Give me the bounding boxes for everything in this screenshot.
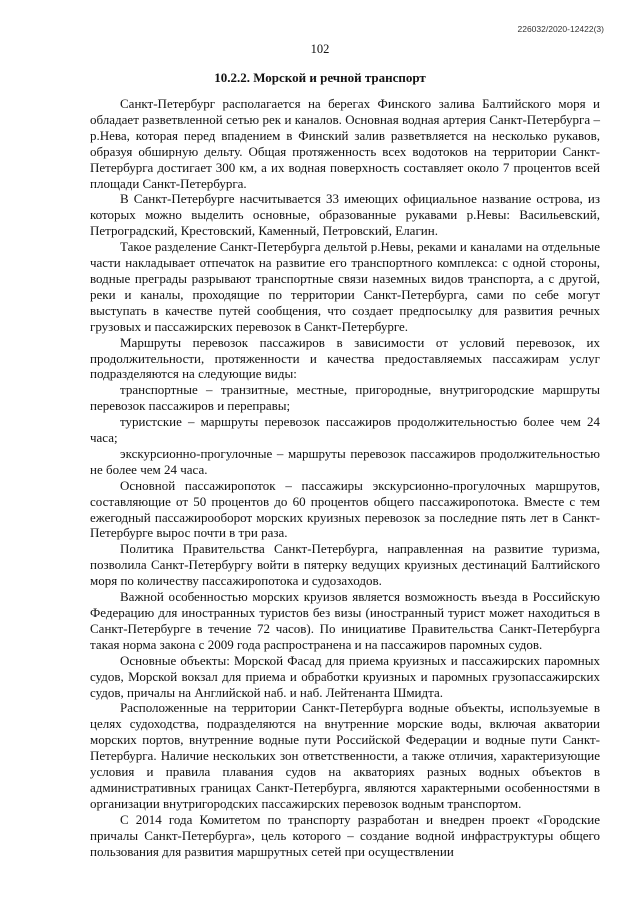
paragraph: Санкт-Петербург располагается на берегах Финского залива Балтийского моря и обладает разветвленной сетью рек и каналов. Основная водная артерия Санкт-Петербурга – р.Нева, которая перед впадением в Финский залив разветвляется на несколько рукавов, образуя обширную дельту. Общая протяженность всех водотоков на территории Санкт-Петербурга достигает 300 км, а их водная поверхность составляет около 7 процентов всей площади Санкт-Петербурга.	[90, 96, 600, 191]
paragraph: туристские – маршруты перевозок пассажиров продолжительностью более чем 24 часа;	[90, 414, 600, 446]
paragraph: Маршруты перевозок пассажиров в зависимости от условий перевозок, их продолжительности, протяженности и качества предоставляемых пассажирам услуг подразделяются на следующие виды:	[90, 334, 600, 382]
paragraph: Основной пассажиропоток – пассажиры экскурсионно-прогулочных маршрутов, составляющие от 50 процентов до 60 процентов общего пассажиропотока. Вместе с тем ежегодный пассажирооборот морских круизных перевозок за последние пять лет в Санкт-Петербурге вырос почти в три раза.	[90, 477, 600, 541]
body-text	[90, 96, 600, 860]
document-id: 226032/2020-12422(3)	[517, 24, 604, 34]
paragraph: Политика Правительства Санкт-Петербурга, направленная на развитие туризма, позволила Санкт-Петербургу войти в пятерку ведущих круизных дестинаций Балтийского моря по количеству пассажиропотока и судозаходов.	[90, 541, 600, 589]
paragraph: экскурсионно-прогулочные – маршруты перевозок пассажиров продолжительностью не более чем 24 часа.	[90, 445, 600, 477]
page-number: 102	[310, 42, 330, 56]
paragraph: транспортные – транзитные, местные, пригородные, внутригородские маршруты перевозок пассажиров и переправы;	[90, 382, 600, 414]
paragraph: С 2014 года Комитетом по транспорту разработан и внедрен проект «Городские причалы Санкт-Петербурга», цель которого – создание водной инфраструктуры общего пользования для развития маршрутных сетей при осуществлении	[90, 811, 600, 859]
paragraph: В Санкт-Петербурге насчитывается 33 имеющих официальное название острова, из которых можно выделить основные, образованные рукавами р.Невы: Васильевский, Петроградский, Крестовский, Каменный, Петровский, Елагин.	[90, 191, 600, 239]
section-title: 10.2.2. Морской и речной транспорт	[214, 70, 426, 85]
paragraph: Такое разделение Санкт-Петербурга дельтой р.Невы, реками и каналами на отдельные части накладывает отпечаток на развитие его транспортного комплекса: с одной стороны, водные преграды разрывают транспортные связи наземных видов транспорта, а с другой, реки и каналы, проходящие по территории Санкт-Петербурга, сами по себе могут выступать в качестве путей сообщения, что создает предпосылку для развития речных грузовых и пассажирских перевозок в Санкт-Петербурге.	[90, 239, 600, 334]
paragraph: Расположенные на территории Санкт-Петербурга водные объекты, используемые в целях судоходства, подразделяются на внутренние морские воды, включая акватории морских портов, внутренние водные пути Российской Федерации и водные пути Санкт-Петербурга. Наличие нескольких зон ответственности, а также отличия, характеризующие условия и правила плавания судов на акваториях разных водных объектов в административных границах Санкт-Петербурга, являются характерными особенностями в организации внутригородских пассажирских перевозок водным транспортом.	[90, 700, 600, 811]
paragraph: Основные объекты: Морской Фасад для приема круизных и пассажирских паромных судов, Морской вокзал для приема и обработки круизных и паромных грузопассажирских судов, причалы на Английской наб. и наб. Лейтенанта Шмидта.	[90, 652, 600, 700]
paragraph: Важной особенностью морских круизов является возможность въезда в Российскую Федерацию для иностранных туристов без визы (иностранный турист может находиться в Санкт-Петербурге в течение 72 часов). По инициативе Правительства Санкт-Петербурга такая норма закона с 2009 года распространена и на пассажиров паромных судов.	[90, 589, 600, 652]
